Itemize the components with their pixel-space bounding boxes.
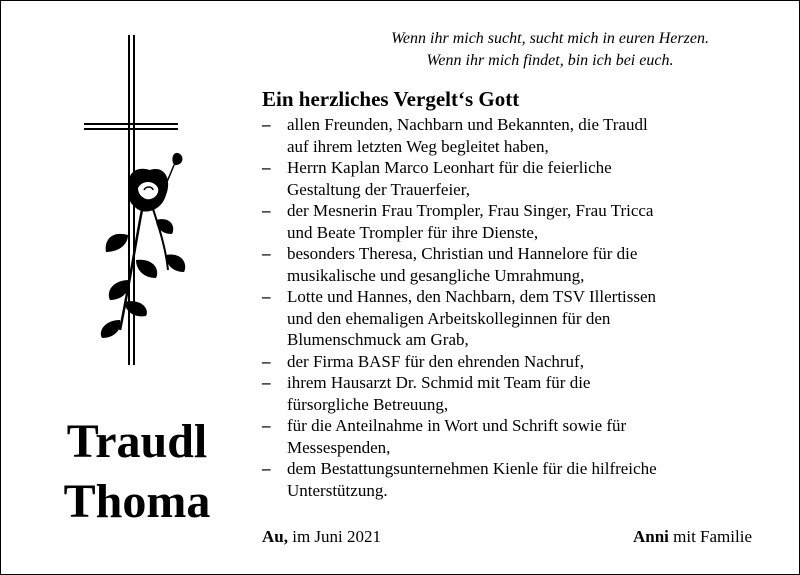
deceased-name <box>42 412 232 532</box>
signature-line <box>262 527 752 551</box>
thanks-line: besonders Theresa, Christian und Hannelore für die <box>287 244 638 263</box>
dash-bullet: – <box>262 115 271 134</box>
cross-with-rose-icon <box>70 30 210 370</box>
thanks-line: Gestaltung der Trauerfeier, <box>287 179 470 199</box>
thanks-line: auf ihrem letzten Weg begleitet haben, <box>287 136 549 156</box>
thanks-line: und Beate Trompler für ihre Dienste, <box>287 222 539 242</box>
dash-bullet: – <box>262 287 271 306</box>
thanks-line: und den ehemaligen Arbeitskolleginnen für den <box>287 308 611 328</box>
thanks-line: Messespenden, <box>287 437 391 457</box>
motto-line-2: Wenn ihr mich findet, bin ich bei euch. <box>426 52 674 69</box>
dash-bullet: – <box>262 416 271 435</box>
thanks-item <box>262 157 782 200</box>
thanks-line: fürsorgliche Betreuung, <box>287 394 449 414</box>
thanks-item <box>262 286 782 351</box>
dash-bullet: – <box>262 351 271 371</box>
family-rest: mit Familie <box>668 527 752 546</box>
thanks-line: Herrn Kaplan Marco Leonhart für die feierliche <box>287 158 612 177</box>
dash-bullet: – <box>262 373 271 392</box>
thanks-line: der Mesnerin Frau Trompler, Frau Singer, Frau Tricca <box>287 201 654 220</box>
deceased-first-name: Traudl <box>66 415 208 468</box>
dash-bullet: – <box>262 158 271 177</box>
thanks-list <box>262 114 782 501</box>
motto <box>330 28 770 72</box>
motto-line-1: Wenn ihr mich sucht, sucht mich in euren Herzen. <box>391 30 709 47</box>
thanks-line: ihrem Hausarzt Dr. Schmid mit Team für die <box>287 373 591 392</box>
thanks-heading: Ein herzliches Vergelt‘s Gott <box>262 87 520 111</box>
thanks-line: Lotte und Hannes, den Nachbarn, dem TSV Illertissen <box>287 287 657 306</box>
thanks-line: musikalische und gesangliche Umrahmung, <box>287 265 585 285</box>
family-first-name: Anni <box>632 527 669 546</box>
thanks-item <box>262 458 782 501</box>
thanks-line: für die Anteilnahme in Wort und Schrift sowie für <box>287 416 627 435</box>
dash-bullet: – <box>262 201 271 220</box>
date: im Juni 2021 <box>287 527 382 546</box>
thanks-item <box>262 200 782 243</box>
thanks-item <box>262 114 782 157</box>
thanks-item <box>262 415 782 458</box>
thanks-item <box>262 243 782 286</box>
thanks-line: dem Bestattungsunternehmen Kienle für die hilfreiche <box>287 459 657 478</box>
thanks-line: Unterstützung. <box>287 480 388 500</box>
dash-bullet: – <box>262 459 271 478</box>
place: Au, <box>262 527 288 546</box>
thanks-line: allen Freunden, Nachbarn und Bekannten, die Traudl <box>287 115 648 134</box>
thanks-line: der Firma BASF für den ehrenden Nachruf, <box>287 351 584 371</box>
thanks-item <box>262 351 782 373</box>
place-date <box>262 527 381 547</box>
family-signature <box>633 527 752 547</box>
dash-bullet: – <box>262 244 271 263</box>
thanks-item <box>262 372 782 415</box>
deceased-last-name: Thoma <box>63 475 211 528</box>
thanks-line: Blumenschmuck am Grab, <box>287 330 469 349</box>
